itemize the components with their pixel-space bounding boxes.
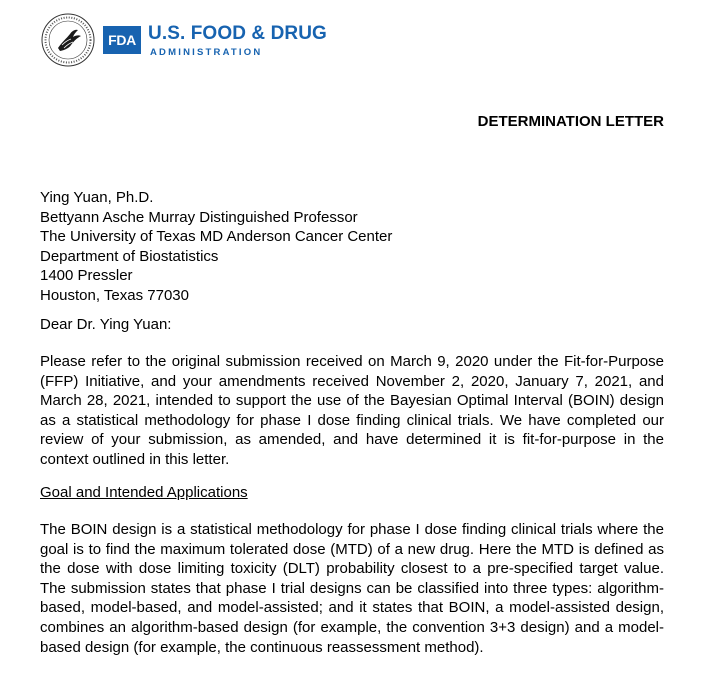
recipient-name: Ying Yuan, Ph.D. — [40, 189, 154, 206]
document-title: DETERMINATION LETTER — [477, 113, 664, 130]
agency-name: U.S. FOOD & DRUG — [148, 23, 327, 44]
recipient-institution: The University of Texas MD Anderson Cancer Center — [40, 228, 393, 246]
recipient-city: Houston, Texas 77030 — [40, 286, 189, 304]
recipient-address — [40, 188, 392, 306]
letterhead — [40, 10, 340, 72]
intro-paragraph: Please refer to the original submission received on March 9, 2020 under the Fit-for-Purpose (FFP) Initiative, and your amendments received November 2, 2020, January 7, 2021, and March 28, 2021, intended to support the use of the Bayesian Optimal Interval (BOIN) design as a statistical methodology for phase I dose finding clinical trials. We have completed our review of your submission, as amended, and have determined it is fit-for-purpose in the context outlined in this letter. — [40, 353, 664, 468]
agency-subtitle: ADMINISTRATION — [150, 47, 263, 58]
goal-paragraph: The BOIN design is a statistical methodology for phase I dose finding clinical trials where the goal is to find the maximum tolerated dose (MTD) of a new drug. Here the MTD is defined as the dose with dose limiting toxicity (DLT) probability closest to a pre-specified target value. The submission states that phase I trial designs can be classified into three types: algorithm-based, model-based, and model-assisted; and it states that BOIN, a model-assisted design, combines an algorithm-based design (for example, the convention 3+3 design) and a model-based design (for example, the continuous reassessment method). — [40, 521, 664, 656]
fda-badge: FDA — [103, 26, 141, 54]
section-heading: Goal and Intended Applications — [40, 484, 248, 501]
recipient-department: Department of Biostatistics — [40, 247, 219, 265]
recipient-street: 1400 Pressler — [40, 267, 133, 285]
hhs-seal-icon — [40, 12, 96, 68]
salutation: Dear Dr. Ying Yuan: — [40, 316, 172, 333]
recipient-position: Bettyann Asche Murray Distinguished Professor — [40, 208, 358, 226]
